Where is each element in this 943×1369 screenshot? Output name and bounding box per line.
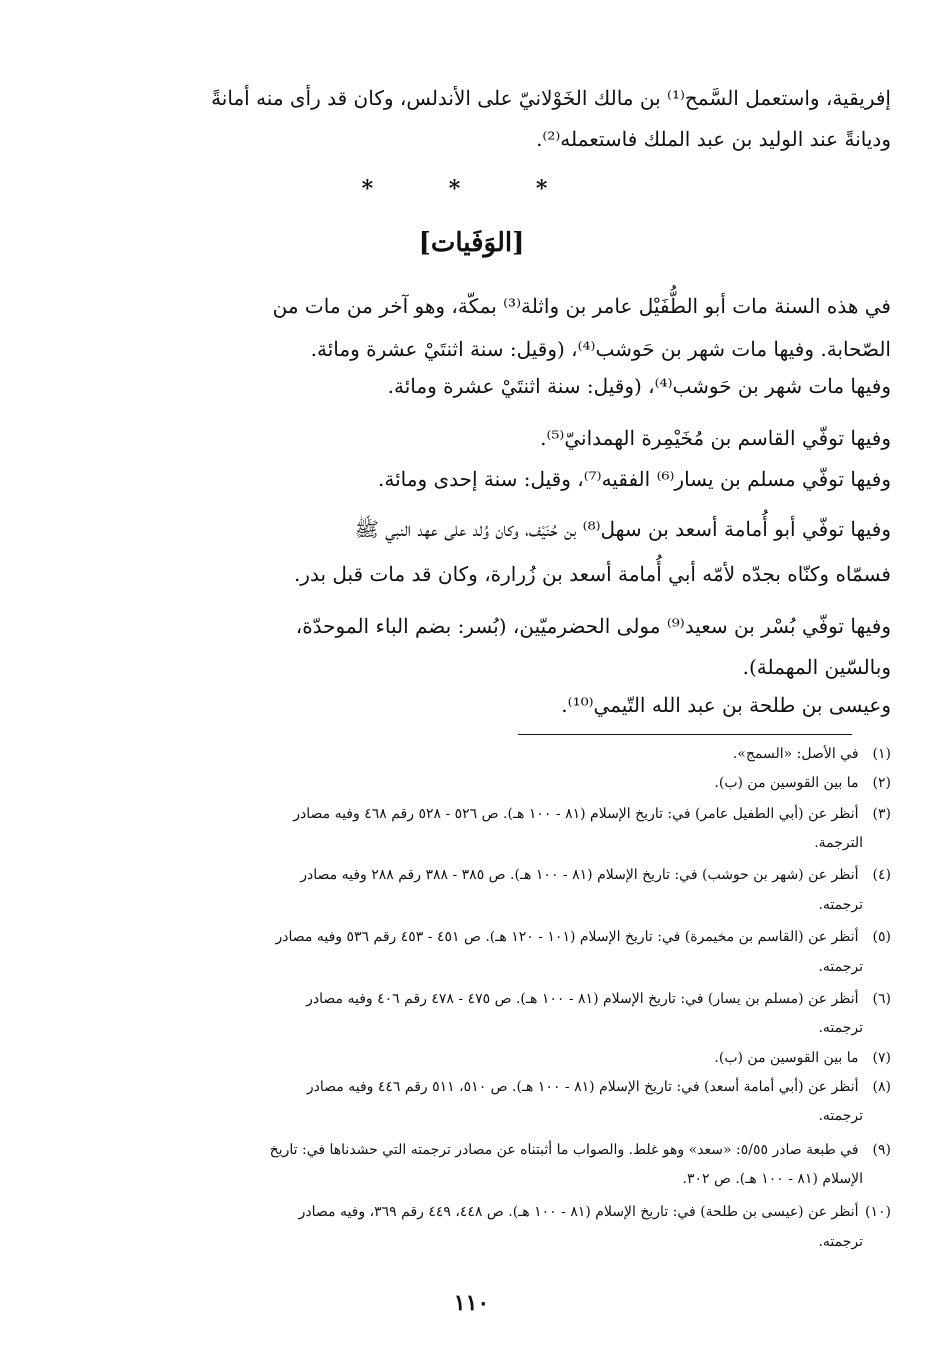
para-6-line-2: وبالسّين المهملة). <box>742 655 891 679</box>
footnote-text: أنظر عن (القاسم بن مخيمرة) في: تاريخ الإسلام (١٠١ - ١٢٠ هـ). ص ٤٥١ - ٤٥٣ رقم ٥٣٦ وفيه مصادر <box>275 929 859 945</box>
footnote-number: (٩) <box>872 1142 891 1158</box>
footnote-8-continuation: ترجمته. <box>818 1108 863 1124</box>
footnote-text: في طبعة صادر ٥/٥٥: «سعد» وهو غلط. والصواب ما أثبتناه عن مصادر ترجمته التي حشدناها في: تاريخ <box>269 1142 859 1158</box>
para-1-line-1: في هذه السنة مات أبو الطُّفَيْل عامر بن واثلة⁽³⁾ بمكّة، وهو آخر من مات من <box>272 294 891 318</box>
footnote-4-continuation: ترجمته. <box>818 897 863 913</box>
intro-line-2: وديانةً عند الوليد بن عبد الملك فاستعمله⁽²⁾. <box>536 127 891 151</box>
para-5-line-2: فسمّاه وكنّاه بجدّه لأمّه أبي أُمامة أسعد بن زُرارة، وكان قد مات قبل بدر. <box>293 562 891 586</box>
footnote-separator-rule <box>518 734 852 735</box>
footnote-number: (٥) <box>872 929 891 945</box>
footnote-number: (١٠) <box>865 1204 891 1220</box>
para-2: وفيها مات شهر بن حَوشب⁽⁴⁾، (وقيل: سنة اثنتَيْ عشرة ومائة. <box>387 374 891 398</box>
footnote-text: أنظر عن (مسلم بن يسار) في: تاريخ الإسلام (٨١ - ١٠٠ هـ). ص ٤٧٥ - ٤٧٨ رقم ٤٠٦ وفيه مصادر <box>306 991 859 1007</box>
footnote-7 <box>49 1046 891 1071</box>
para-7: وعيسى بن طلحة بن عبد الله التّيمي⁽¹⁰⁾. <box>561 693 891 717</box>
footnote-number: (٣) <box>872 806 891 822</box>
para-1-line-2: الصّحابة. وفيها مات شهر بن حَوشب⁽⁴⁾، (وقيل: سنة اثنتَيْ عشرة ومائة. <box>310 337 891 361</box>
footnote-number: (٨) <box>872 1079 891 1095</box>
intro-line-1: إفريقية، واستعمل السَّمح⁽¹⁾ بن مالك الخَوْلانيّ على الأندلس، وكان قد رأى منه أمانةً <box>211 86 891 110</box>
footnote-2 <box>49 771 891 796</box>
footnote-text: أنظر عن (شهر بن حوشب) في: تاريخ الإسلام (٨١ - ١٠٠ هـ). ص ٣٨٥ - ٣٨٨ رقم ٢٨٨ وفيه مصادر <box>300 867 859 883</box>
footnote-1 <box>49 742 891 767</box>
footnote-9 <box>49 1138 891 1163</box>
footnote-number: (٢) <box>872 775 891 791</box>
footnote-3 <box>49 802 891 827</box>
para-3: وفيها توفّي القاسم بن مُخَيْمِرة الهمدانيّ⁽⁵⁾. <box>540 426 891 450</box>
footnote-number: (٤) <box>872 867 891 883</box>
section-separator: * * * <box>361 176 582 202</box>
footnote-text: في الأصل: «السمج». <box>732 746 859 762</box>
footnote-9-continuation: الإسلام (٨١ - ١٠٠ هـ). ص ٣٠٢. <box>682 1171 863 1187</box>
footnote-5-continuation: ترجمته. <box>818 959 863 975</box>
footnote-3-continuation: الترجمة. <box>814 835 863 851</box>
page-number: ١١٠ <box>453 1290 490 1316</box>
footnote-8 <box>49 1075 891 1100</box>
footnote-text: أنظر عن (أبي الطفيل عامر) في: تاريخ الإسلام (٨١ - ١٠٠ هـ). ص ٥٢٦ - ٥٢٨ رقم ٤٦٨ وفيه مصادر <box>293 806 859 822</box>
footnote-10-continuation: ترجمته. <box>818 1234 863 1250</box>
footnote-text: ما بين القوسين من (ب). <box>714 775 859 791</box>
footnote-10 <box>49 1200 891 1225</box>
footnote-number: (٦) <box>872 991 891 1007</box>
footnote-6 <box>49 987 891 1012</box>
footnote-number: (٧) <box>872 1050 891 1066</box>
para-4: وفيها توفّي مسلم بن يسار⁽⁶⁾ الفقيه⁽⁷⁾، وقيل: سنة إحدى ومائة. <box>377 467 891 491</box>
footnote-5 <box>49 925 891 950</box>
para-6-line-1: وفيها توفّي بُسْر بن سعيد⁽⁹⁾ مولى الحضرميّين، (بُسر: بضم الباء الموحدّة، <box>295 614 891 638</box>
footnote-text: ما بين القوسين من (ب). <box>714 1050 859 1066</box>
footnote-6-continuation: ترجمته. <box>818 1020 863 1036</box>
footnote-text: أنظر عن (أبي أمامة أسعد) في: تاريخ الإسلام (٨١ - ١٠٠ هـ). ص ٥١٠، ٥١١ رقم ٤٤٦ وفيه مصادر <box>306 1079 859 1095</box>
para-5-line-1: وفيها توفّي أبو أُمامة أسعد بن سهل⁽⁸⁾ بن حُنَيْف، وكان وُلد على عهد النبي ﷺ <box>354 517 891 541</box>
footnote-text: أنظر عن (عيسى بن طلحة) في: تاريخ الإسلام (٨١ - ١٠٠ هـ). ص ٤٤٨، ٤٤٩ رقم ٣٦٩، وفيه مصادر <box>298 1204 859 1220</box>
footnote-4 <box>49 863 891 888</box>
section-title: [الوَفَيات] <box>418 228 525 258</box>
footnote-number: (١) <box>872 746 891 762</box>
